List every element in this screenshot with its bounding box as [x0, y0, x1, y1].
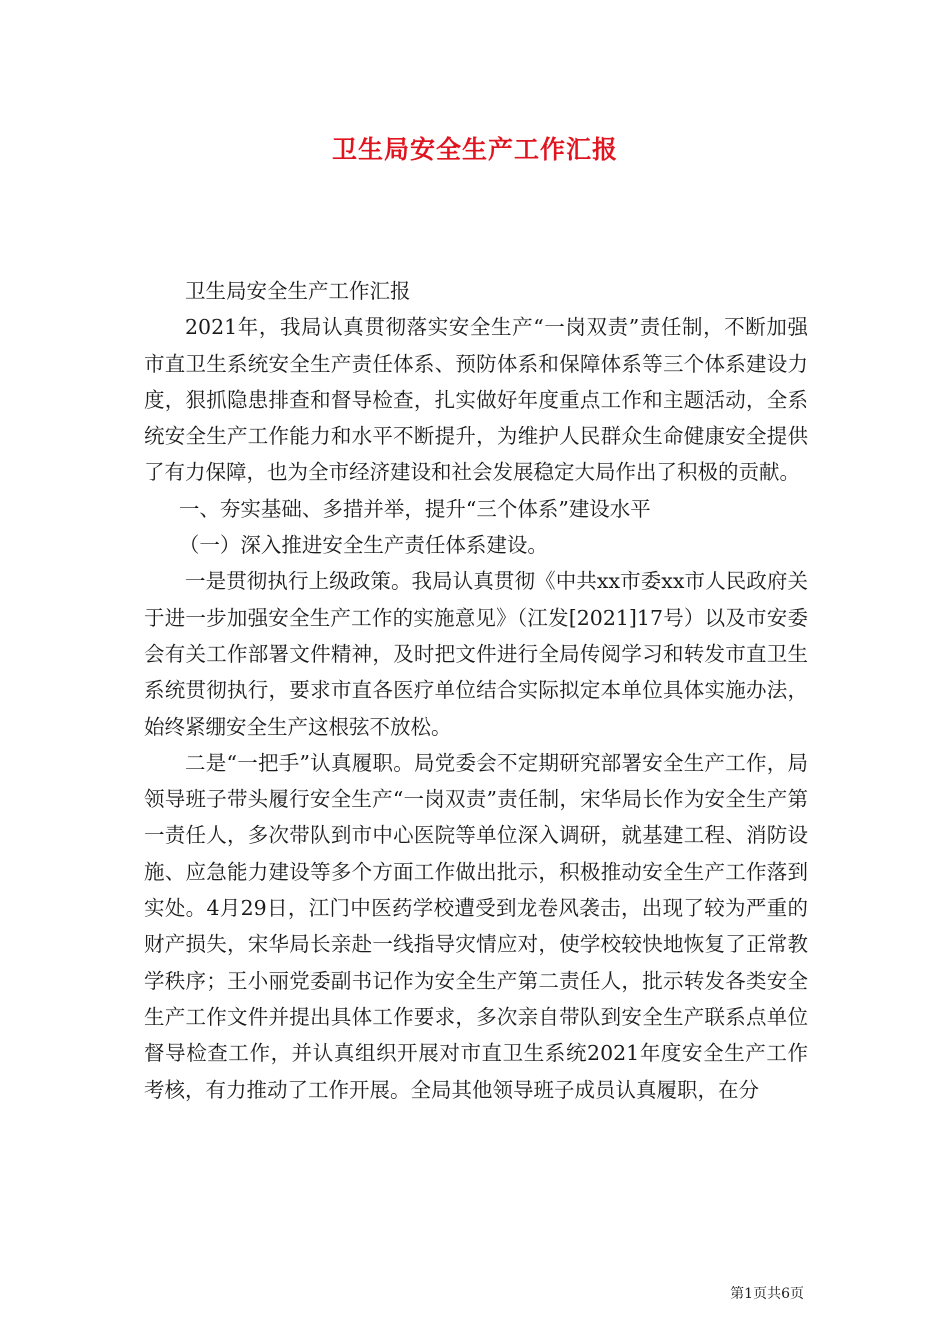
document-body — [144, 273, 808, 1108]
page-number: 第1页共6页 — [730, 1286, 804, 1302]
paragraph-leadership: 二是“一把手”认真履职。局党委会不定期研究部署安全生产工作，局领导班子带头履行安全生产“一岗双责”责任制，宋华局长作为安全生产第一责任人，多次带队到市中心医院等单位深入调研，就基建工程、消防设施、应急能力建设等多个方面工作做出批示，积极推动安全生产工作落到实处。4月29日，江门中医药学校遭受到龙卷风袭击，出现了较为严重的财产损失，宋华局长亲赴一线指导灾情应对，使学校较快地恢复了正常教学秩序；王小丽党委副书记作为安全生产第二责任人，批示转发各类安全生产工作文件并提出具体工作要求，多次亲自带队到安全生产联系点单位督导检查工作，并认真组织开展对市直卫生系统2021年度安全生产工作考核，有力推动了工作开展。全局其他领导班子成员认真履职，在分 — [144, 750, 808, 1102]
section-heading: 一、夯实基础、多措并举，提升“三个体系”建设水平 — [178, 496, 651, 521]
subsection-heading: （一）深入推进安全生产责任体系建设。 — [178, 533, 548, 558]
paragraph-heading: 卫生局安全生产工作汇报 — [185, 279, 411, 303]
document-title: 卫生局安全生产工作汇报 — [331, 135, 618, 164]
paragraph-intro: 2021年，我局认真贯彻落实安全生产“一岗双责”责任制，不断加强市直卫生系统安全生产责任体系、预防体系和保障体系等三个体系建设力度，狠抓隐患排查和督导检查，扎实做好年度重点工作和主题活动，全系统安全生产工作能力和水平不断提升，为维护人民群众生命健康安全提供了有力保障，也为全市经济建设和社会发展稳定大局作出了积极的贡献。 — [144, 315, 808, 485]
paragraph-policy: 一是贯彻执行上级政策。我局认真贯彻《中共xx市委xx市人民政府关于进一步加强安全生产工作的实施意见》（江发[2021]17号）以及市安委会有关工作部署文件精神，及时把文件进行全局传阅学习和转发市直卫生系统贯彻执行，要求市直各医疗单位结合实际拟定本单位具体实施办法，始终紧绷安全生产这根弦不放松。 — [144, 569, 808, 739]
